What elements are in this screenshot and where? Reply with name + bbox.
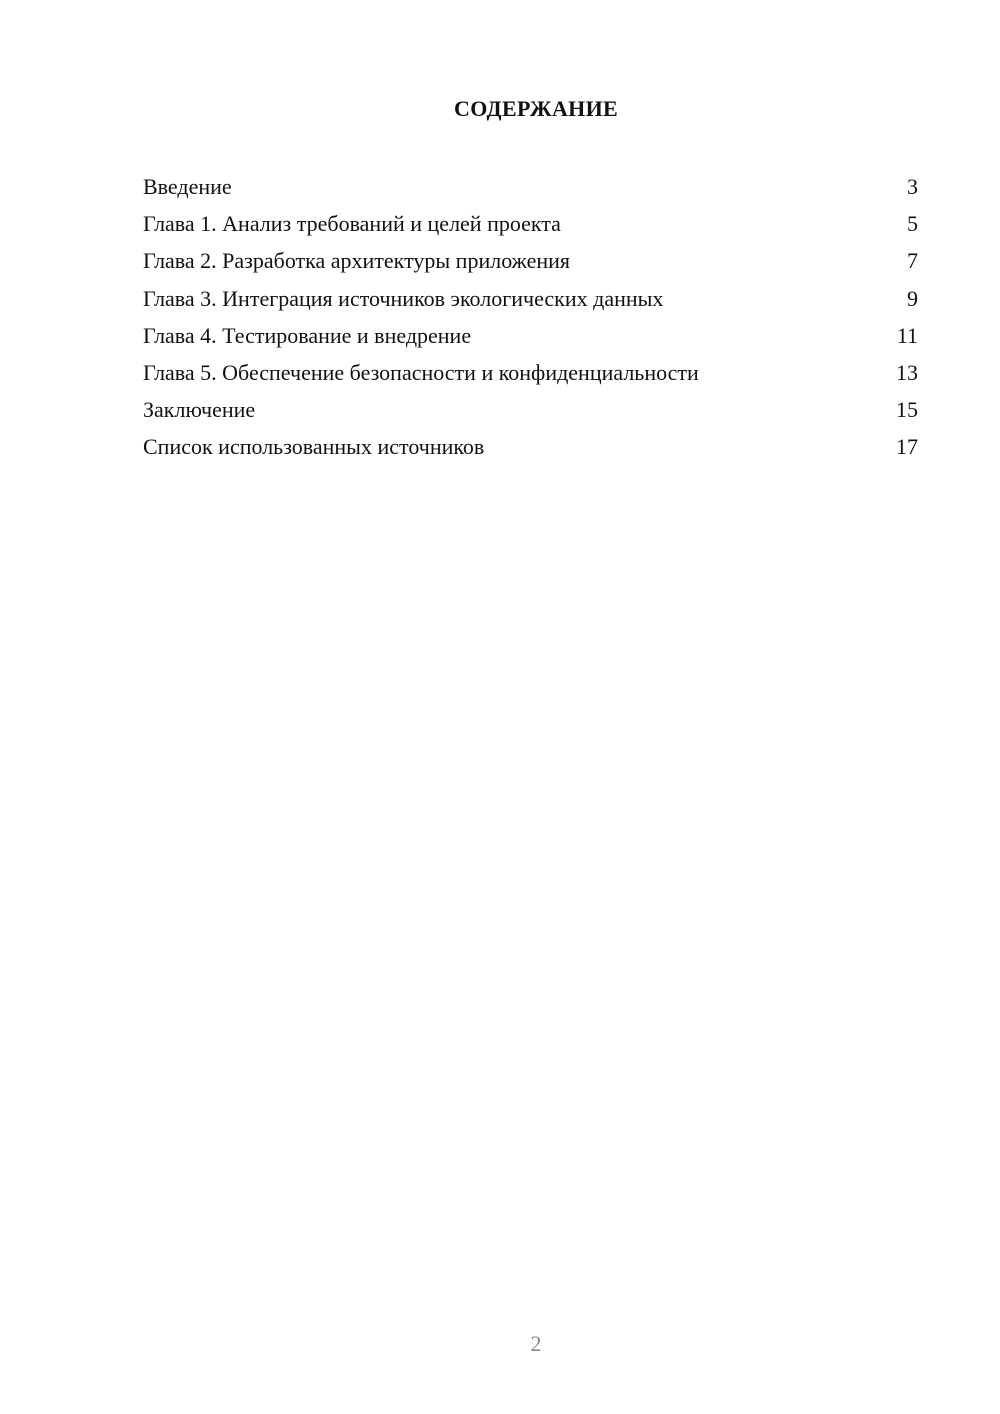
toc-item-page: 15	[896, 397, 918, 423]
toc-item-page: 9	[907, 285, 918, 311]
toc-title: СОДЕРЖАНИЕ	[454, 96, 618, 121]
page-number: 2	[530, 1331, 542, 1356]
toc-item[interactable]	[143, 205, 918, 242]
toc-item-label: Глава 3. Интеграция источников экологических данных	[143, 285, 664, 311]
toc-item-page: 5	[907, 211, 918, 237]
toc-item-label: Глава 2. Разработка архитектуры приложения	[143, 248, 571, 274]
toc-item[interactable]	[143, 391, 918, 428]
toc-item-label: Глава 4. Тестирование и внедрение	[143, 322, 472, 348]
toc-item[interactable]	[143, 242, 918, 279]
toc-item[interactable]	[143, 428, 918, 465]
toc-item-page: 7	[907, 248, 918, 274]
toc-item[interactable]	[143, 168, 918, 205]
table-of-contents	[143, 168, 918, 466]
toc-item[interactable]	[143, 317, 918, 354]
toc-item-page: 3	[907, 174, 918, 199]
toc-item-label: Глава 5. Обеспечение безопасности и конфиденциальности	[143, 359, 699, 385]
toc-item-page: 11	[896, 322, 918, 348]
toc-item-label: Заключение	[143, 397, 256, 423]
toc-item-page: 17	[896, 434, 918, 460]
toc-item-label: Глава 1. Анализ требований и целей проекта	[143, 211, 561, 237]
toc-item-label: Введение	[143, 174, 232, 199]
toc-item-label: Список использованных источников	[143, 434, 485, 460]
toc-item-page: 13	[896, 359, 918, 385]
toc-item[interactable]	[143, 280, 918, 317]
toc-item[interactable]	[143, 354, 918, 391]
